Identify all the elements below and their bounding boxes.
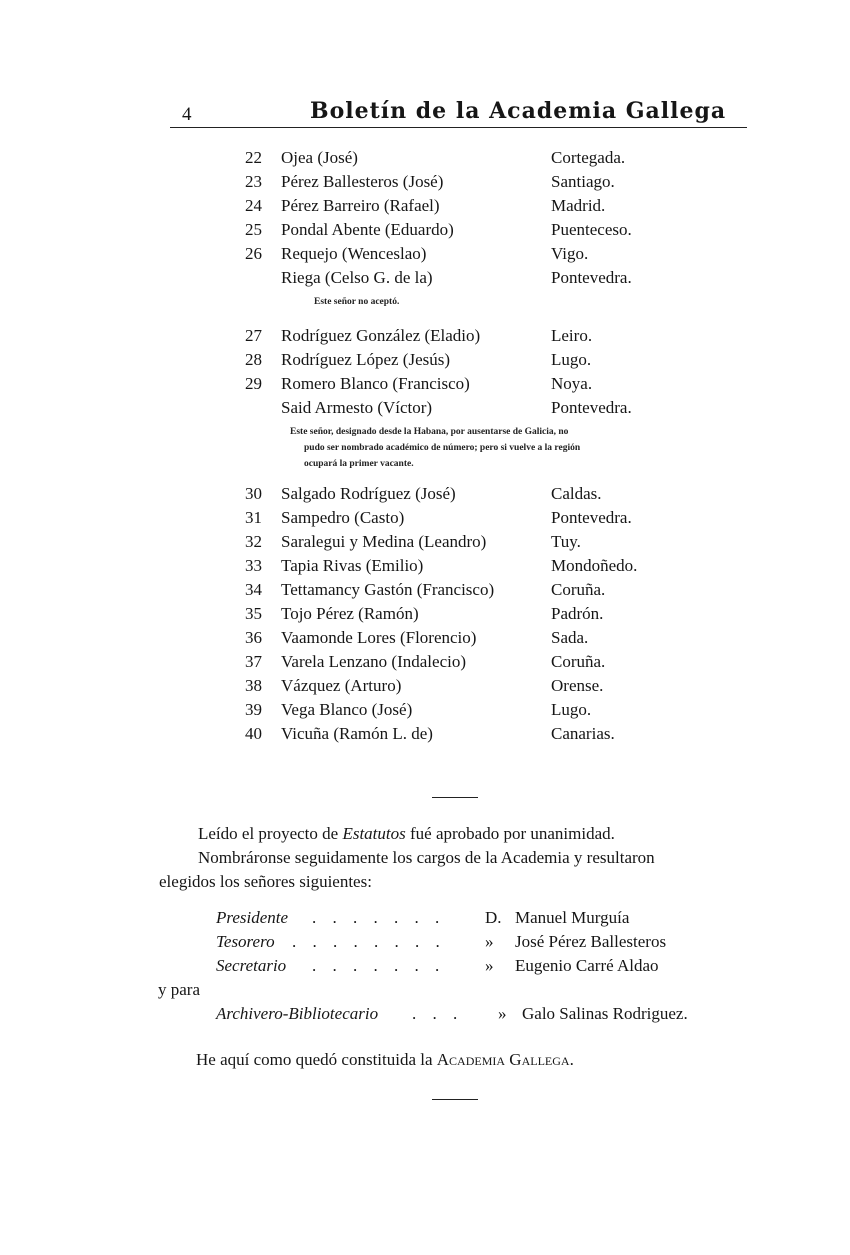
academy-name: Academia Gallega. [436,1050,574,1069]
member-name: Vaamonde Lores (Florencio) [281,628,477,647]
section-divider [432,797,478,798]
member-name: Rodríguez López (Jesús) [281,350,451,369]
roster-row [230,372,680,396]
roster-row [230,218,680,242]
member-number: 29 [245,374,262,393]
header-rule [170,127,747,128]
roster-row [230,266,680,290]
roster-row [230,146,680,170]
member-name: Pérez Ballesteros (José) [281,172,444,191]
member-name: Pérez Barreiro (Rafael) [281,196,440,215]
member-number: 24 [245,196,262,215]
roster-row [230,722,680,746]
member-name: Varela Lenzano (Indalecio) [281,652,466,671]
member-place: Pontevedra. [551,268,632,287]
statutes-word: Estatutos [342,824,406,843]
leader-dots: . . . [412,1004,464,1023]
roster-row [230,396,680,420]
footnote-said-line-3: ocupará la primer vacante. [304,459,414,469]
member-name: Vega Blanco (José) [281,700,413,719]
page-number: 4 [182,104,192,125]
leader-dots: . . . . . . . . [292,932,446,951]
office-holder: José Pérez Ballesteros [515,932,667,951]
roster-row [230,348,680,372]
office-row-presidente [150,906,750,930]
roster-row [230,554,680,578]
member-number: 27 [245,326,262,345]
member-place: Leiro. [551,326,593,345]
member-name: Vázquez (Arturo) [281,676,402,695]
member-name: Vicuña (Ramón L. de) [281,724,433,743]
member-place: Santiago. [551,172,615,191]
member-place: Pontevedra. [551,398,632,417]
officers-list [150,906,750,1026]
member-name: Tojo Pérez (Ramón) [281,604,419,623]
roster-row [230,242,680,266]
member-number: 37 [245,652,262,671]
member-place: Madrid. [551,196,606,215]
office-holder: Eugenio Carré Aldao [515,956,659,975]
member-name: Sampedro (Casto) [281,508,405,527]
roster-bottom [230,482,680,746]
paragraph-line-3: elegidos los señores siguientes: [159,872,372,891]
member-name: Salgado Rodríguez (José) [281,484,456,503]
member-number: 25 [245,220,262,239]
roster-row [230,650,680,674]
footnote-said-line-1: Este señor, designado desde la Habana, por ausentarse de Galicia, no [290,427,569,437]
roster-row [230,674,680,698]
member-place: Caldas. [551,484,602,503]
office-row-archivero [150,1002,750,1026]
roster-row [230,578,680,602]
page-header [170,96,748,130]
member-number: 26 [245,244,262,263]
member-place: Sada. [551,628,589,647]
roster-middle [230,324,680,420]
member-number: 40 [245,724,262,743]
office-title: Tesorero [216,932,275,951]
member-place: Noya. [551,374,593,393]
member-place: Orense. [551,676,604,695]
member-number: 34 [245,580,262,599]
member-name: Tettamancy Gastón (Francisco) [281,580,495,599]
journal-title: Boletín de la Academia Gallega [310,98,727,124]
member-name: Saralegui y Medina (Leandro) [281,532,487,551]
roster-row [230,194,680,218]
office-prefix: » [498,1004,507,1023]
member-name: Ojea (José) [281,148,358,167]
office-prefix: D. [485,908,502,927]
member-place: Lugo. [551,350,592,369]
member-number: 32 [245,532,262,551]
end-divider [432,1099,478,1100]
office-holder: Manuel Murguía [515,908,630,927]
office-prefix: » [485,956,494,975]
footnote-said-line-2: pudo ser nombrado académico de número; pero si vuelve a la región [304,443,581,453]
member-name: Said Armesto (Víctor) [281,398,433,417]
member-name: Tapia Rivas (Emilio) [281,556,424,575]
paragraph-line-2: Nombráronse seguidamente los cargos de la Academia y resultaron [198,848,655,867]
closing-line [196,1048,574,1072]
member-roster [230,146,680,746]
member-name: Riega (Celso G. de la) [281,268,433,287]
member-number: 30 [245,484,262,503]
paragraph-line-1-post: fué aprobado por unanimidad. [405,824,615,843]
office-prefix: » [485,932,494,951]
leader-dots: . . . . . . . [312,956,446,975]
member-name: Romero Blanco (Francisco) [281,374,470,393]
member-place: Coruña. [551,580,606,599]
member-place: Pontevedra. [551,508,632,527]
roster-top [230,146,680,290]
y-para-row [150,978,750,1002]
member-name: Pondal Abente (Eduardo) [281,220,454,239]
member-place: Tuy. [551,532,581,551]
roster-row [230,698,680,722]
roster-row [230,482,680,506]
member-place: Canarias. [551,724,615,743]
member-place: Cortegada. [551,148,626,167]
member-number: 31 [245,508,262,527]
office-row-secretario [150,954,750,978]
member-place: Puenteceso. [551,220,632,239]
office-title: Archivero-Bibliotecario [216,1004,379,1023]
member-number: 22 [245,148,262,167]
y-para-text: y para [158,980,201,999]
member-number: 39 [245,700,262,719]
paragraph-line-1 [198,822,615,846]
roster-row [230,602,680,626]
roster-row [230,506,680,530]
roster-row [230,626,680,650]
footnote-riega [230,290,680,324]
member-place: Lugo. [551,700,592,719]
member-number: 36 [245,628,262,647]
member-name: Requejo (Wenceslao) [281,244,427,263]
office-title: Presidente [216,908,289,927]
office-holder: Galo Salinas Rodriguez. [522,1004,688,1023]
member-place: Vigo. [551,244,589,263]
footnote-riega-text: Este señor no aceptó. [314,297,400,307]
closing-text: He aquí como quedó constituida la [196,1050,437,1069]
member-place: Coruña. [551,652,606,671]
roster-row [230,170,680,194]
member-number: 23 [245,172,262,191]
roster-row [230,530,680,554]
member-place: Padrón. [551,604,604,623]
office-title: Secretario [216,956,287,975]
member-place: Mondoñedo. [551,556,638,575]
member-number: 38 [245,676,262,695]
paragraph-line-1-pre: Leído el proyecto de [198,824,343,843]
member-number: 28 [245,350,262,369]
footnote-said [230,420,680,482]
member-number: 35 [245,604,262,623]
roster-row [230,324,680,348]
office-row-tesorero [150,930,750,954]
leader-dots: . . . . . . . [312,908,446,927]
member-name: Rodríguez González (Eladio) [281,326,481,345]
member-number: 33 [245,556,262,575]
